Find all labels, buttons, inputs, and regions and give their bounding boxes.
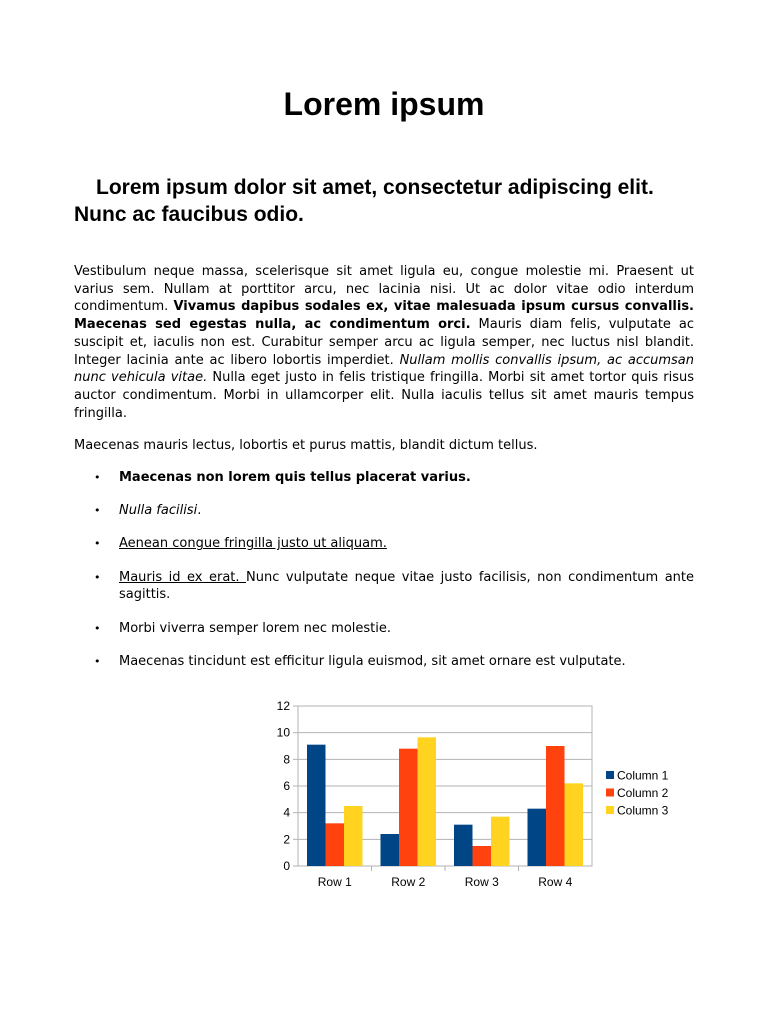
bar bbox=[326, 823, 345, 866]
bullet-icon: • bbox=[94, 504, 101, 518]
bullet-3-text: Aenean congue fringilla justo ut aliquam. bbox=[119, 536, 387, 552]
bullet-icon: • bbox=[94, 570, 101, 584]
bullet-icon: • bbox=[94, 621, 101, 635]
bar bbox=[454, 825, 473, 866]
x-tick-label: Row 1 bbox=[317, 875, 352, 889]
bullet-4-underlined: Mauris id ex erat. bbox=[119, 569, 247, 585]
bar-chart-svg bbox=[264, 695, 694, 900]
bar-chart bbox=[264, 695, 694, 900]
bar bbox=[307, 745, 326, 866]
list-item bbox=[74, 569, 694, 604]
paragraph-2: Maecenas mauris lectus, lobortis et purus mattis, blandit dictum tellus. bbox=[74, 438, 538, 453]
list-item bbox=[74, 469, 694, 487]
bar bbox=[473, 846, 492, 866]
paragraph-1-text-a: Vestibulum neque massa, scelerisque sit amet ligula eu, congue molestie mi. Praesent ut varius sem. Nullam at porttitor arcu, nec lacinia nisi. Ut ac dolor vitae odio interdum condimentum. bbox=[74, 264, 694, 315]
bar bbox=[399, 749, 418, 866]
bar bbox=[381, 834, 400, 866]
y-tick-label: 0 bbox=[283, 859, 290, 873]
legend-label: Column 3 bbox=[617, 803, 669, 818]
bullet-2-tail: . bbox=[197, 503, 202, 519]
subtitle-heading: Lorem ipsum dolor sit amet, consectetur adipiscing elit. Nunc ac faucibus odio. bbox=[74, 176, 654, 226]
x-tick-label: Row 2 bbox=[391, 875, 426, 889]
legend-label: Column 2 bbox=[617, 786, 669, 800]
bullet-5-text: Morbi viverra semper lorem nec molestie. bbox=[119, 620, 392, 636]
paragraph-1-text-c: Nulla eget justo in felis tristique fringilla. Morbi sit amet tortor quis risus auctor condimentum. Morbi in ullamcorper elit. Nulla iaculis tellus sit amet mauris tempus fringilla. bbox=[74, 370, 695, 421]
bar bbox=[528, 809, 547, 866]
paragraph-1-italic: Nullam mollis convallis ipsum, ac accumsan nunc vehicula vitae. bbox=[74, 352, 695, 386]
bullet-4-text: Nunc vulputate neque vitae justo facilisis, non condimentum ante sagittis. bbox=[119, 569, 695, 603]
bar bbox=[565, 783, 584, 866]
page-title: Lorem ipsum bbox=[283, 86, 485, 122]
bullet-icon: • bbox=[94, 654, 101, 668]
list-item bbox=[74, 502, 694, 520]
bar bbox=[344, 806, 363, 866]
y-tick-label: 8 bbox=[283, 752, 290, 767]
bar bbox=[418, 737, 437, 866]
legend-swatch bbox=[606, 806, 614, 814]
y-tick-label: 2 bbox=[283, 832, 290, 847]
x-tick-label: Row 4 bbox=[538, 875, 573, 889]
y-tick-label: 4 bbox=[283, 805, 290, 820]
bullet-icon: • bbox=[94, 537, 101, 551]
paragraph-1 bbox=[74, 263, 694, 422]
list-item bbox=[74, 620, 694, 638]
y-tick-label: 12 bbox=[276, 699, 290, 713]
bar bbox=[491, 817, 510, 866]
bullet-2-text: Nulla facilisi bbox=[119, 503, 198, 519]
paragraph-1-bold: Vivamus dapibus sodales ex, vitae malesuada ipsum cursus convallis. Maecenas sed egestas nulla, ac condimentum orci. bbox=[74, 299, 694, 333]
bullet-icon: • bbox=[94, 471, 101, 484]
list-item bbox=[74, 653, 694, 671]
legend-swatch bbox=[606, 789, 614, 797]
x-tick-label: Row 3 bbox=[464, 875, 499, 889]
paragraph-1-text-b: Mauris diam felis, vulputate ac suscipit et, iaculis non est. Curabitur semper arcu ac ligula semper, nec luctus nisl blandit. Integer lacinia ante ac libero lobortis imperdiet. bbox=[74, 317, 694, 368]
y-tick-label: 10 bbox=[276, 725, 290, 740]
bullet-list bbox=[74, 469, 694, 686]
legend-swatch bbox=[606, 771, 614, 779]
list-item bbox=[74, 535, 694, 553]
bullet-1-text: Maecenas non lorem quis tellus placerat varius. bbox=[119, 470, 471, 485]
bar bbox=[546, 746, 565, 866]
bullet-6-text: Maecenas tincidunt est efficitur ligula euismod, sit amet ornare est vulputate. bbox=[119, 653, 626, 669]
legend-label: Column 1 bbox=[617, 768, 669, 783]
y-tick-label: 6 bbox=[283, 779, 290, 793]
